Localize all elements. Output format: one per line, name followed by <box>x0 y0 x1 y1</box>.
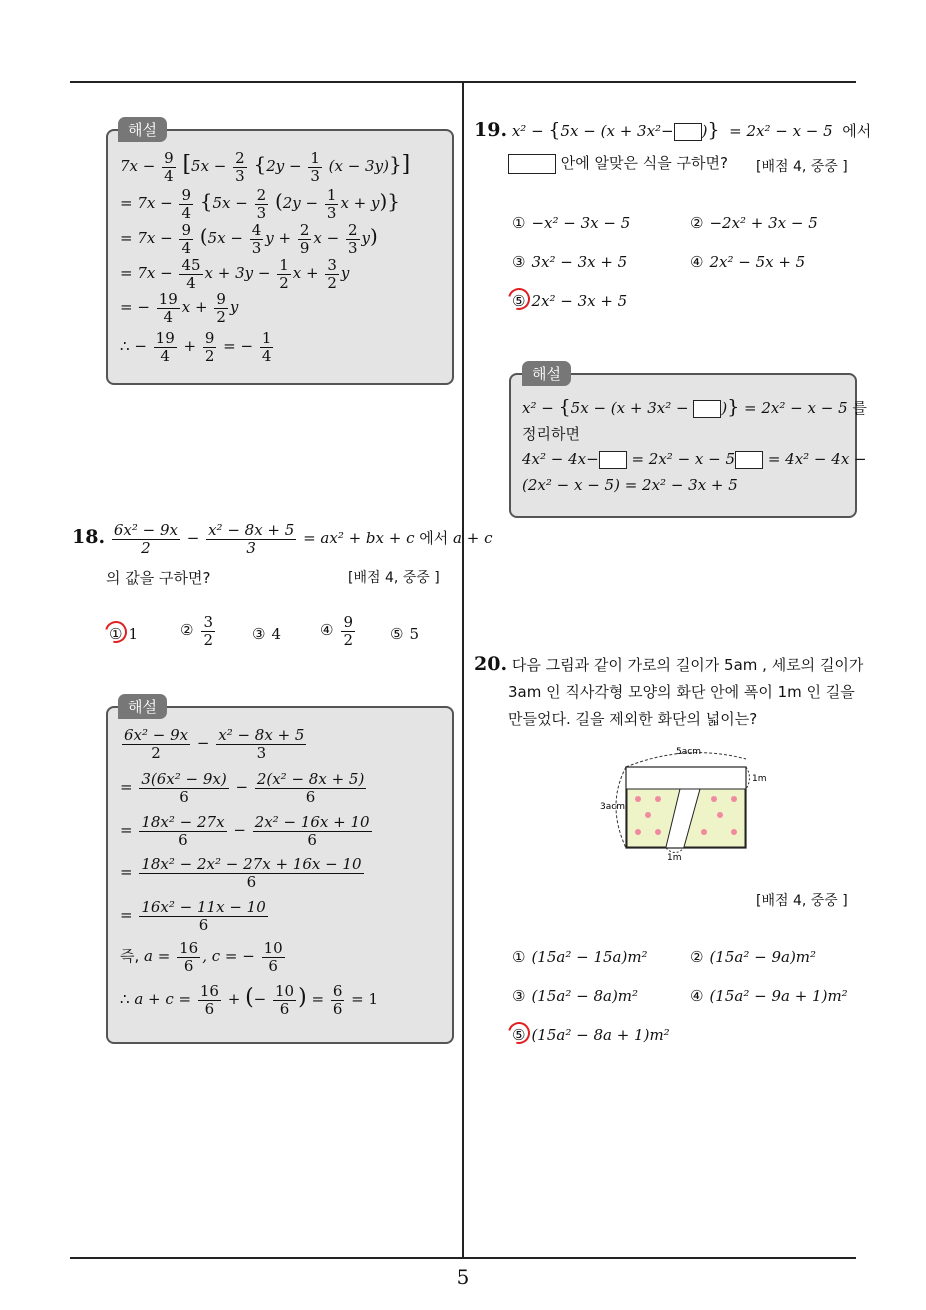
solution-line: = 7x − $\frac{45}{4}$ x + 3y − $\frac{1}{2}$ x + $\frac{3}{2}$ y <box>120 256 350 292</box>
solution-line: ∴ − $\frac{19}{4}$ + $\frac{9}{2}$ = − $\frac{1}{4}$ <box>120 329 272 365</box>
option-4[interactable]: ④ 2x² − 5x + 5 <box>690 253 806 271</box>
question-18-stem-2: 의 값을 구하면? <box>106 569 211 587</box>
solution-tag: 해설 <box>118 117 167 142</box>
option-5[interactable]: ⑤ 2x² − 3x + 5 <box>512 292 628 310</box>
solution-tag: 해설 <box>118 694 167 719</box>
option-2[interactable]: ② $\frac{3}{2}$ <box>180 613 213 649</box>
top-dimension-label: 5acm <box>676 747 701 757</box>
solution-line: = $\frac{\text{16x² − 11x − 10}}{6}$ <box>120 898 266 934</box>
option-3[interactable]: ③ (15a² − 8a)m² <box>512 987 639 1005</box>
solution-line: = 7x − $\frac{9}{4}$ {5x − $\frac{2}{3}$ (2y − $\frac{1}{3}$ x + y)} <box>120 186 401 222</box>
solution-line: = $\frac{\text{18x² − 27x}}{6}$ − $\frac{\text{2x² − 16x + 10}}{6}$ <box>120 813 370 849</box>
solution-line: = $\frac{\text{3(6x² − 9x)}}{6}$ − $\frac{\text{2(x² − 8x + 5)}}{6}$ <box>120 770 365 806</box>
solution-line: 즉, a = $\frac{16}{6}$ , c = − $\frac{10}{6}$ <box>120 939 283 975</box>
solution-line: $\frac{\text{6x² − 9x}}{2}$ − $\frac{\text{x² − 8x + 5}}{3}$ <box>124 726 305 762</box>
option-5[interactable]: ⑤ (15a² − 8a + 1)m² <box>512 1026 670 1044</box>
option-2[interactable]: ② (15a² − 9a)m² <box>690 948 817 966</box>
question-meta: [배점 4, 중중 ] <box>348 570 440 586</box>
solution-line: 정리하면 <box>522 425 580 443</box>
solution-tag: 해설 <box>522 361 571 386</box>
option-5[interactable]: ⑤ 5 <box>390 625 419 643</box>
solution-line: = 7x − $\frac{9}{4}$ (5x − $\frac{4}{3}$ y + $\frac{2}{9}$ x − $\frac{2}{3}$ y) <box>120 221 378 257</box>
option-4[interactable]: ④ $\frac{9}{2}$ <box>320 613 353 649</box>
option-2[interactable]: ② −2x² + 3x − 5 <box>690 214 818 232</box>
option-4[interactable]: ④ (15a² − 9a + 1)m² <box>690 987 848 1005</box>
bottom-dimension-arc <box>666 848 684 853</box>
page-number: 5 <box>456 1265 470 1289</box>
question-meta: [배점 4, 중중 ] <box>756 893 848 909</box>
solution-line: = $\frac{\text{18x² − 2x² − 27x + 16x − 10}}{6}$ <box>120 855 362 891</box>
solution-box-19 <box>509 373 857 518</box>
option-1[interactable]: ① (15a² − 15a)m² <box>512 948 648 966</box>
question-19-stem: 19. x² − {5x − (x + 3x²− )} = 2x² − x − 5 에서 <box>474 119 872 141</box>
solution-line: ∴ a + c = $\frac{16}{6}$ + (− $\frac{10}{6}$ ) = $\frac{6}{6}$ = 1 <box>120 982 379 1018</box>
question-meta: [배점 4, 중중 ] <box>756 159 848 175</box>
bottom-rule <box>70 1257 856 1259</box>
right-dimension-label: 1m <box>752 774 767 784</box>
left-dimension-label: 3acm <box>600 802 625 812</box>
question-20-stem: 20. 다음 그림과 같이 가로의 길이가 5am , 세로의 길이가 <box>474 653 864 675</box>
solution-line: (2x² − x − 5) = 2x² − 3x + 5 <box>522 476 738 494</box>
solution-line: x² − {5x − (x + 3x² − )} = 2x² − x − 5 를 <box>522 396 867 418</box>
question-20-stem-3: 만들었다. 길을 제외한 화단의 넓이는? <box>508 710 758 728</box>
option-3[interactable]: ③ 3x² − 3x + 5 <box>512 253 628 271</box>
solution-line: 7x − $\frac{9}{4}$ [5x − $\frac{2}{3}$ {2y − $\frac{1}{3}$ (x − 3y)}] <box>120 149 411 185</box>
option-1[interactable]: ① −x² − 3x − 5 <box>512 214 631 232</box>
bottom-dimension-label: 1m <box>667 853 682 863</box>
question-19-stem-2: 안에 알맞은 식을 구하면? <box>508 152 728 174</box>
option-1[interactable]: ① 1 <box>109 625 138 643</box>
garden-figure <box>596 745 786 863</box>
question-18-stem: 18. $\frac{\text{6x² − 9x}}{2}$ − $\frac{\text{x² − 8x + 5}}{3}$ = ax² + bx + c 에서 a + c <box>72 521 493 557</box>
column-divider <box>462 83 464 1258</box>
option-3[interactable]: ③ 4 <box>252 625 281 643</box>
solution-line: 4x² − 4x− = 2x² − x − 5 = 4x² − 4x − <box>522 450 867 468</box>
solution-line: = − $\frac{19}{4}$ x + $\frac{9}{2}$ y <box>120 290 239 326</box>
question-20-stem-2: 3am 인 직사각형 모양의 화단 안에 폭이 1m 인 길을 <box>508 683 855 701</box>
